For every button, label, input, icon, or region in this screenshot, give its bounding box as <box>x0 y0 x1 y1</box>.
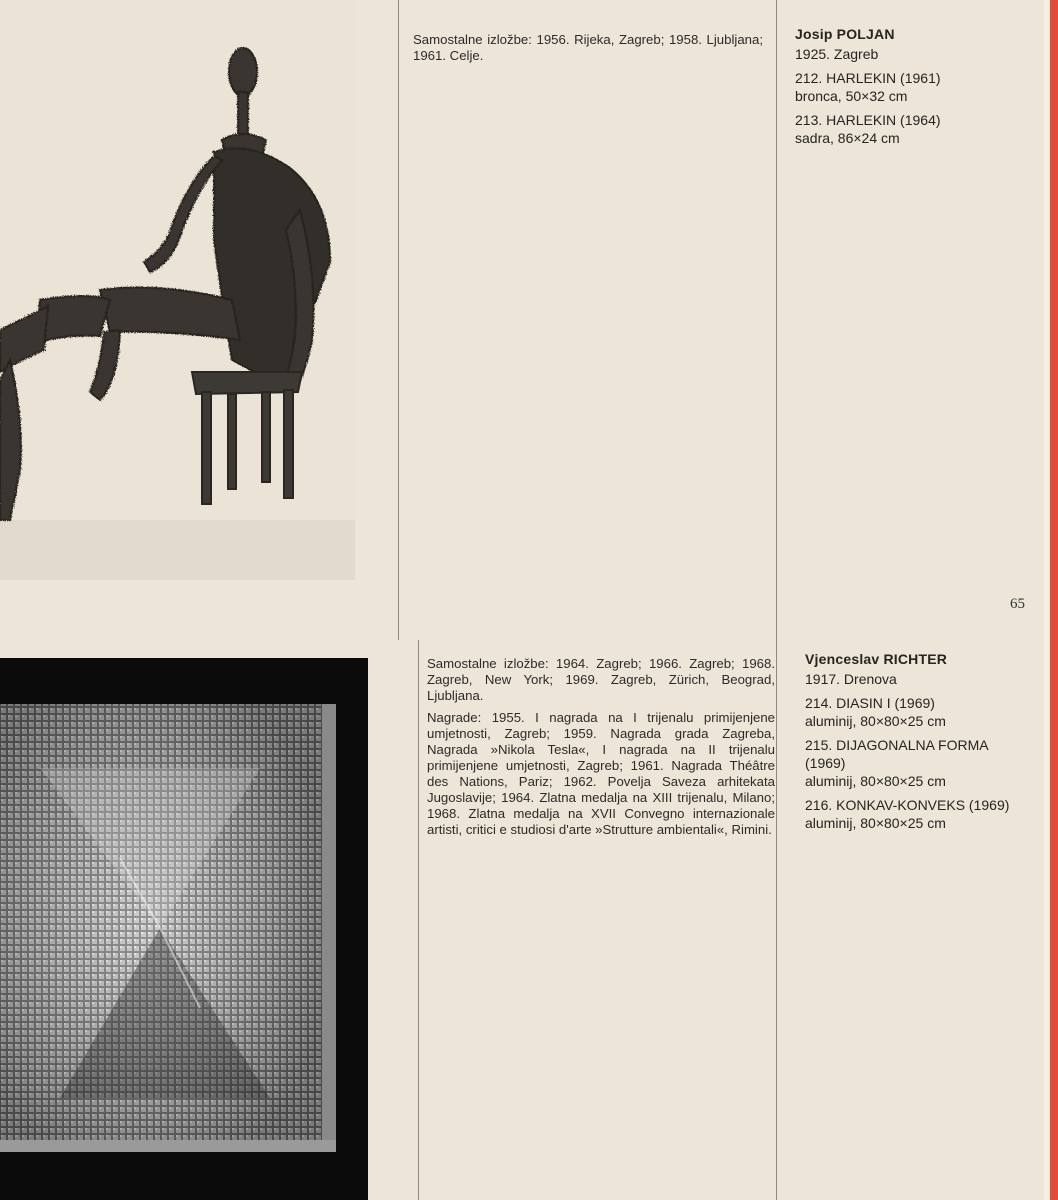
work-details: aluminij, 80×80×25 cm <box>805 773 946 789</box>
work-item <box>795 69 1010 105</box>
artist-birth: 1917. Drenova <box>805 671 897 687</box>
page-edge-red <box>1050 0 1058 1200</box>
work-title: 215. DIJAGONALNA FORMA (1969) <box>805 737 988 771</box>
work-details: bronca, 50×32 cm <box>795 88 908 104</box>
work-details: aluminij, 80×80×25 cm <box>805 815 946 831</box>
work-title: 216. KONKAV-KONVEKS (1969) <box>805 797 1010 813</box>
column-rule <box>776 0 777 1200</box>
work-item <box>805 796 1030 832</box>
bio-paragraph: Samostalne izložbe: 1956. Rijeka, Zagreb; 1958. Ljubljana; 1961. Celje. <box>413 32 763 63</box>
sculpture-photo-diasin <box>0 658 368 1200</box>
artist-birth: 1925. Zagreb <box>795 46 879 62</box>
artist-name: Vjenceslav RICHTER <box>805 651 948 667</box>
page-edge <box>1044 0 1049 1200</box>
artist-name: Josip POLJAN <box>795 26 895 42</box>
column-rule <box>398 0 399 640</box>
work-title: 212. HARLEKIN (1961) <box>795 70 941 86</box>
bio-paragraph: Nagrade: 1955. I nagrada na I trijenalu primijenjene umjetnosti, Zagreb; 1959. Nagrada grada Zagreba, Nagrada »Nikola Tesla«, I nagrada na II trijenalu primijenjene umjetnosti, Zagreb; 1961. Nagrada Théâtre des Nations, Pariz; 1962. Povelja Saveza arhitekata Jugoslavije; 1964. Zlatna medalja na XIII trijenalu, Milano; 1968. Zlatna medalja na XVII Convegno internazionale artisti, critici e studiosi d'arte »Strutture ambientali«, Rimini. <box>427 710 775 837</box>
work-details: aluminij, 80×80×25 cm <box>805 713 946 729</box>
catalog-entry-poljan <box>795 25 1010 153</box>
work-item <box>805 736 1030 790</box>
work-details: sadra, 86×24 cm <box>795 130 900 146</box>
work-title: 213. HARLEKIN (1964) <box>795 112 941 128</box>
bio-paragraph: Samostalne izložbe: 1964. Zagreb; 1966. Zagreb; 1968. Zagreb, New York; 1969. Zagreb, Zürich, Beograd, Ljubljana. <box>427 656 775 703</box>
work-title: 214. DIASIN I (1969) <box>805 695 935 711</box>
work-item <box>795 111 1010 147</box>
bio-poljan <box>413 32 763 70</box>
page-number: 65 <box>1010 596 1025 612</box>
sculpture-photo-harlekin <box>0 0 355 580</box>
bio-richter <box>427 656 775 844</box>
column-rule <box>418 640 419 1200</box>
work-item <box>805 694 1030 730</box>
catalog-entry-richter <box>805 650 1030 838</box>
